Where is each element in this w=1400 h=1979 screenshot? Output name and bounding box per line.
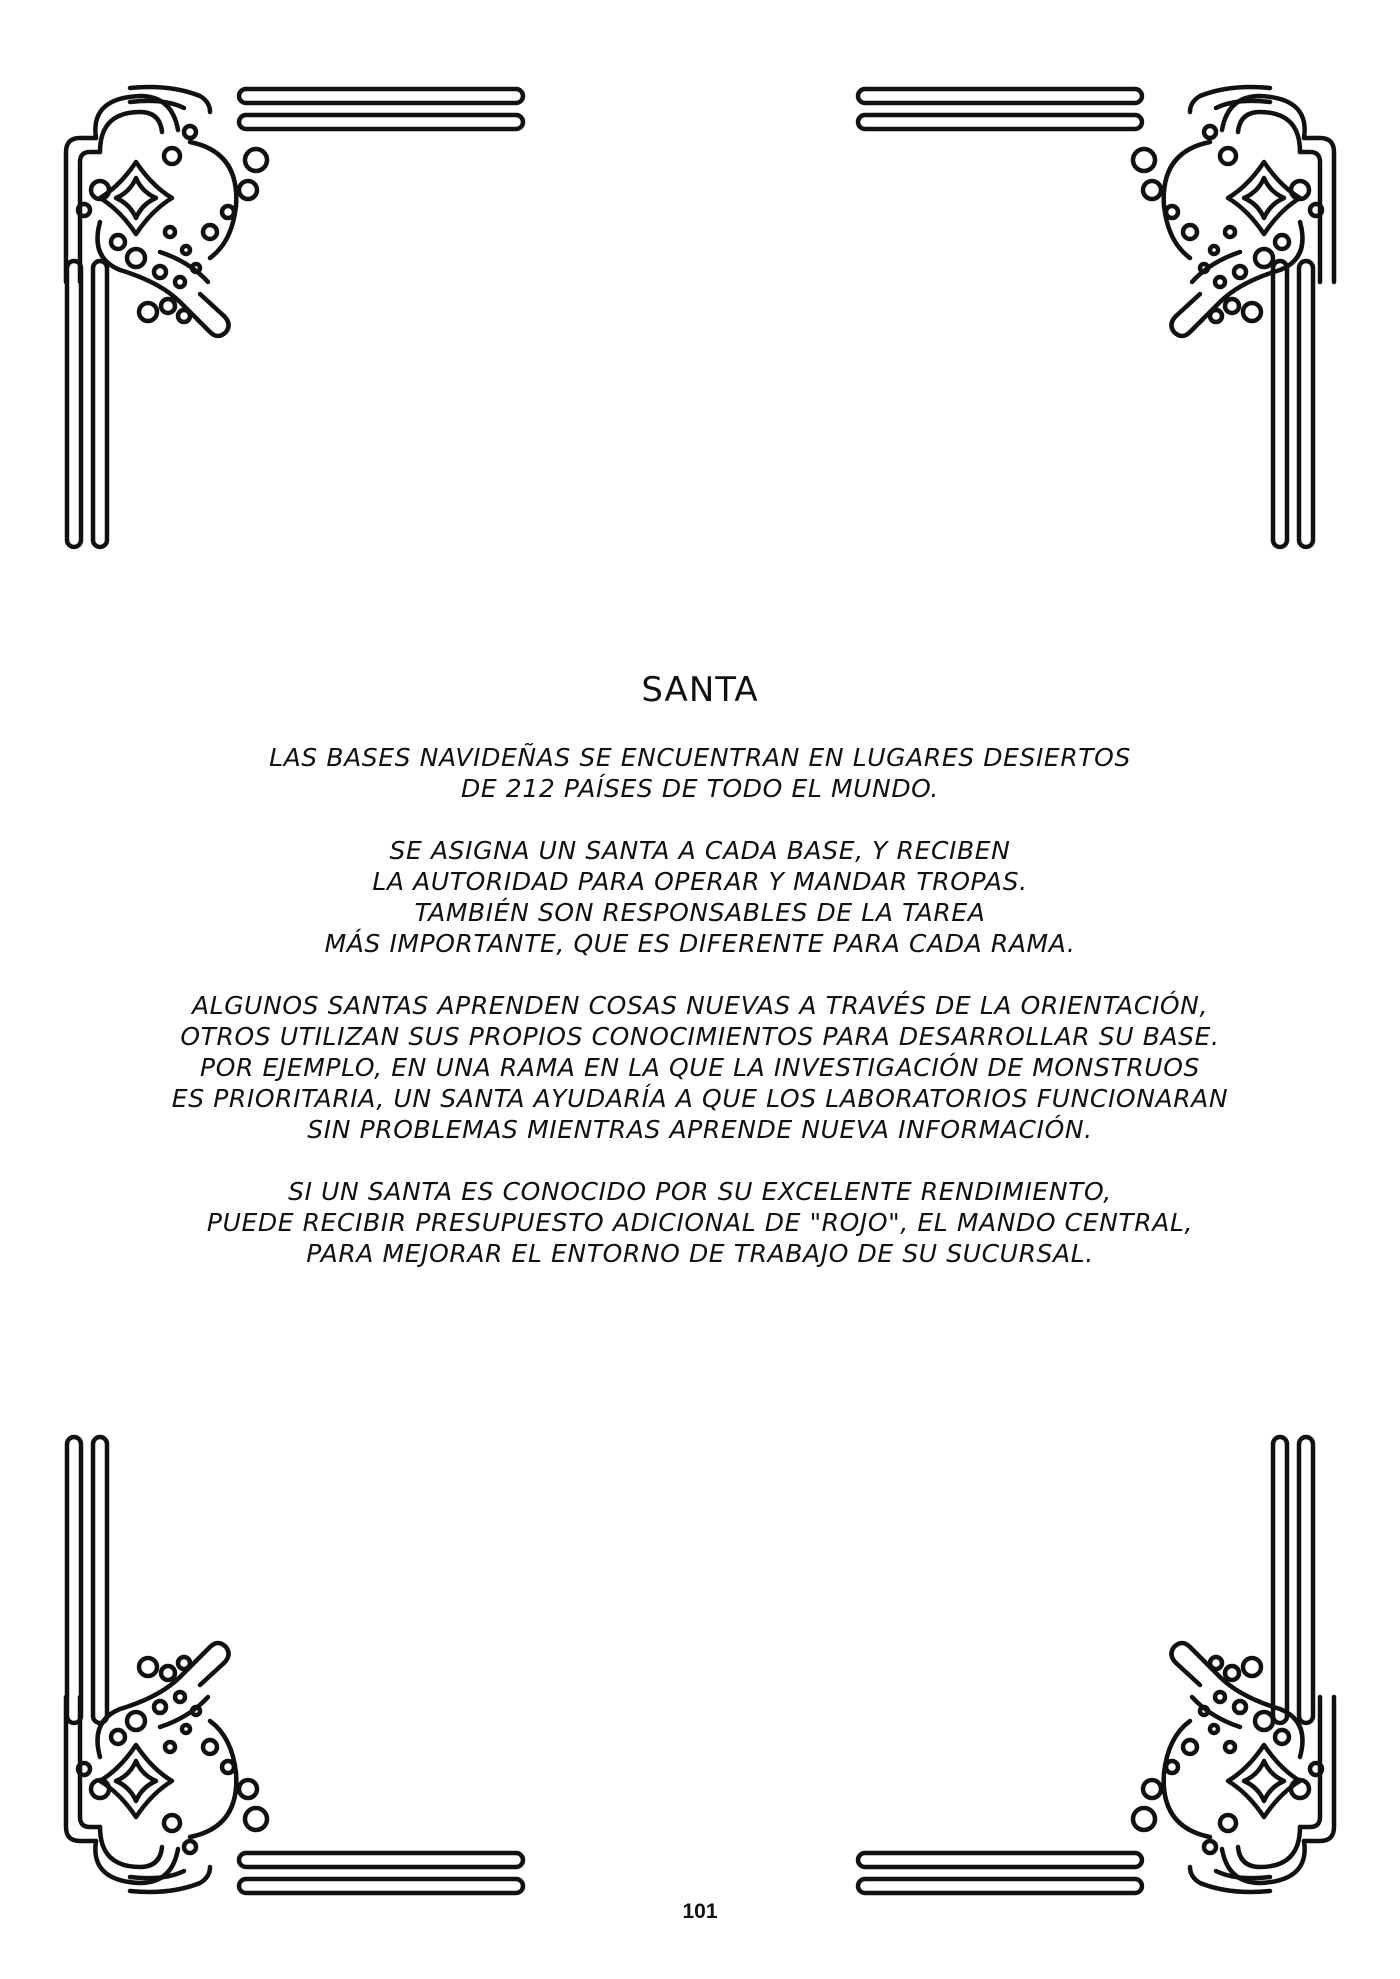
text-line: TAMBIÉN SON RESPONSABLES DE LA TAREA <box>414 898 986 927</box>
border-rail-left-upper <box>62 258 112 550</box>
border-rail-top-right <box>855 84 1145 134</box>
text-line: ES PRIORITARIA, UN SANTA AYUDARÍA A QUE LOS LABORATORIOS FUNCIONARAN <box>171 1084 1229 1113</box>
page-title: SANTA <box>641 670 759 710</box>
text-line: SIN PROBLEMAS MIENTRAS APRENDE NUEVA INFORMACIÓN. <box>307 1115 1093 1144</box>
text-line: ALGUNOS SANTAS APRENDEN COSAS NUEVAS A TRAVÉS DE LA ORIENTACIÓN, <box>191 991 1209 1020</box>
paragraph-1 <box>120 742 1280 804</box>
text-line: LAS BASES NAVIDEÑAS SE ENCUENTRAN EN LUGARES DESIERTOS <box>269 743 1131 772</box>
text-line: OTROS UTILIZAN SUS PROPIOS CONOCIMIENTOS PARA DESARROLLAR SU BASE. <box>180 1022 1220 1051</box>
document-body <box>120 668 1280 1300</box>
text-line: SI UN SANTA ES CONOCIDO POR SU EXCELENTE RENDIMIENTO, <box>288 1177 1112 1206</box>
border-rail-left-lower <box>62 1434 112 1726</box>
border-rail-bottom-right <box>855 1848 1145 1898</box>
border-rail-right-upper <box>1268 258 1318 550</box>
paragraph-2 <box>120 835 1280 959</box>
border-rail-bottom-left <box>236 1848 526 1898</box>
text-line: LA AUTORIDAD PARA OPERAR Y MANDAR TROPAS. <box>372 867 1028 896</box>
text-line: PARA MEJORAR EL ENTORNO DE TRABAJO DE SU SUCURSAL. <box>306 1239 1094 1268</box>
text-line: POR EJEMPLO, EN UNA RAMA EN LA QUE LA INVESTIGACIÓN DE MONSTRUOS <box>200 1053 1200 1082</box>
text-line: PUEDE RECIBIR PRESUPUESTO ADICIONAL DE "ROJO", EL MANDO CENTRAL, <box>206 1208 1194 1237</box>
paragraph-4 <box>120 1176 1280 1269</box>
text-line: SE ASIGNA UN SANTA A CADA BASE, Y RECIBEN <box>389 836 1011 865</box>
text-line: DE 212 PAÍSES DE TODO EL MUNDO. <box>461 774 939 803</box>
border-rail-right-lower <box>1268 1434 1318 1726</box>
text-line: MÁS IMPORTANTE, QUE ES DIFERENTE PARA CADA RAMA. <box>324 929 1076 958</box>
page-number: 101 <box>682 1900 718 1923</box>
border-rail-top-left <box>236 84 526 134</box>
paragraph-3 <box>120 990 1280 1145</box>
